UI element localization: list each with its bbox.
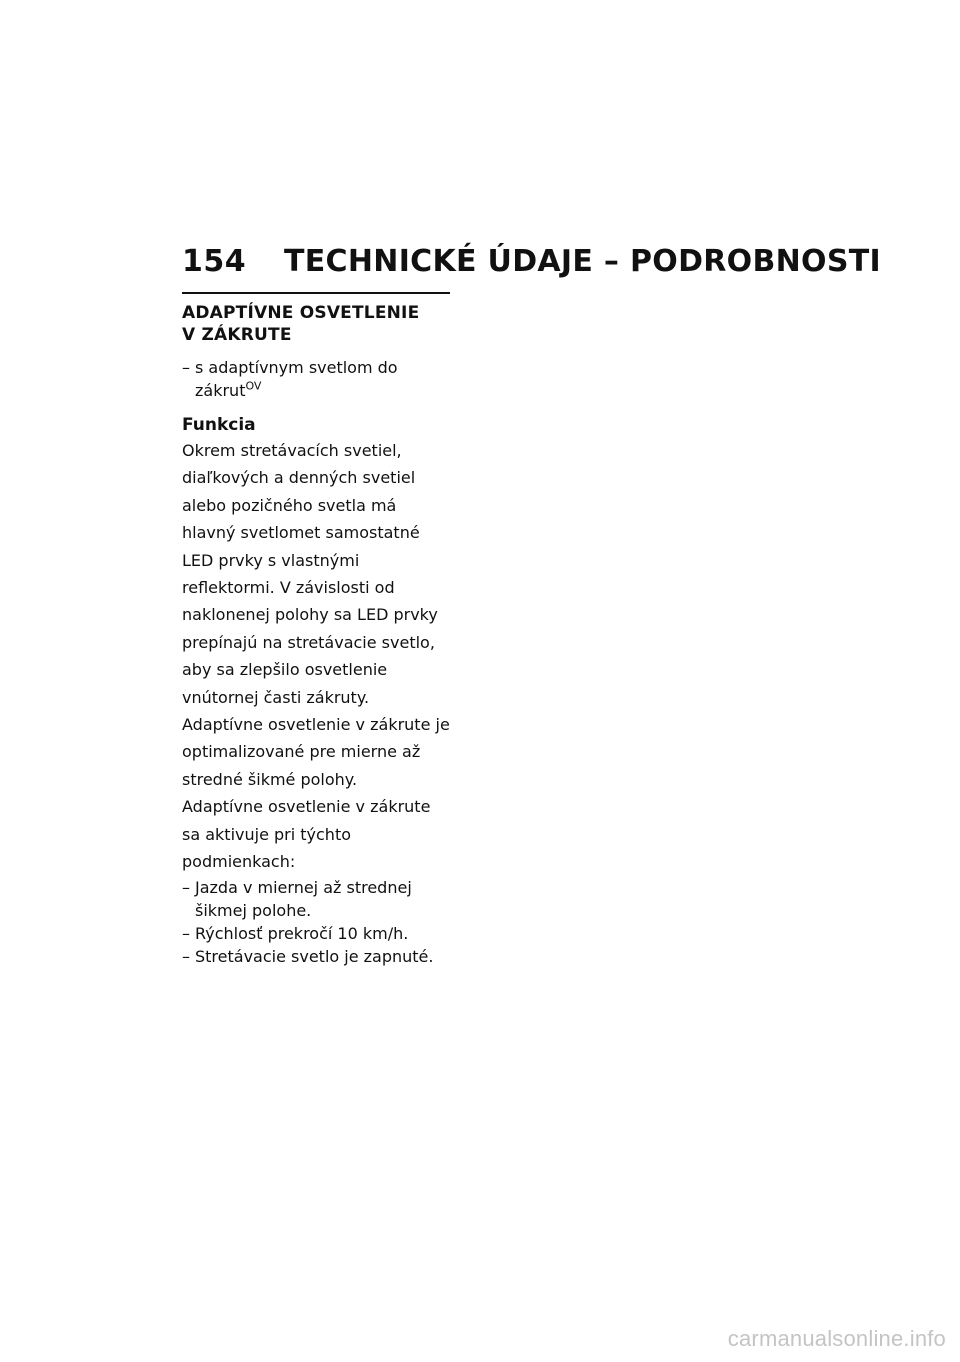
list-dash: – (182, 877, 190, 897)
list-dash: – (182, 946, 190, 966)
section-divider (182, 292, 450, 294)
section-title-line2: V ZÁKRUTE (182, 325, 292, 345)
function-heading: Funkcia (182, 415, 256, 435)
variant-code: OV (245, 379, 262, 393)
page-number: 154 (182, 244, 247, 279)
condition-text: Rýchlosť prekročí 10 km/h. (195, 923, 409, 943)
function-paragraph-1: Okrem stretávacích svetiel, diaľkových a denných svetiel alebo pozičného svetla má hlavný svetlomet samostatné LED prvky s vlastnými reflektormi. V závislosti od naklonenej polohy sa LED prvky prepínajú na stretávacie svetlo, aby sa zlepšilo osvetlenie vnútornej časti zákruty. Adaptívne osvetlenie v zákrute je optimalizované pre mierne až stredné šikmé polohy. (182, 441, 450, 789)
content-column (182, 292, 450, 968)
list-item (182, 876, 450, 922)
variant-text: s adaptívnym svetlom do zákrut (195, 358, 398, 400)
list-dash: – (182, 923, 190, 943)
page-header (182, 244, 882, 284)
condition-text: Stretávacie svetlo je zapnuté. (195, 946, 434, 966)
watermark: carmanualsonline.info (727, 1326, 946, 1351)
list-item (182, 945, 450, 968)
section-title (182, 302, 450, 346)
condition-text: Jazda v miernej až strednej šikmej polohe. (195, 877, 412, 920)
function-paragraph-2: Adaptívne osvetlenie v zákrute sa aktivuje pri týchto podmienkach: (182, 797, 431, 872)
condition-list (182, 876, 450, 968)
chapter-title: TECHNICKÉ ÚDAJE – PODROBNOSTI (284, 244, 881, 279)
list-item (182, 922, 450, 945)
section-title-line1: ADAPTÍVNE OSVETLENIE (182, 303, 420, 323)
equipment-variant (182, 356, 450, 402)
variant-dash: – (182, 358, 190, 377)
